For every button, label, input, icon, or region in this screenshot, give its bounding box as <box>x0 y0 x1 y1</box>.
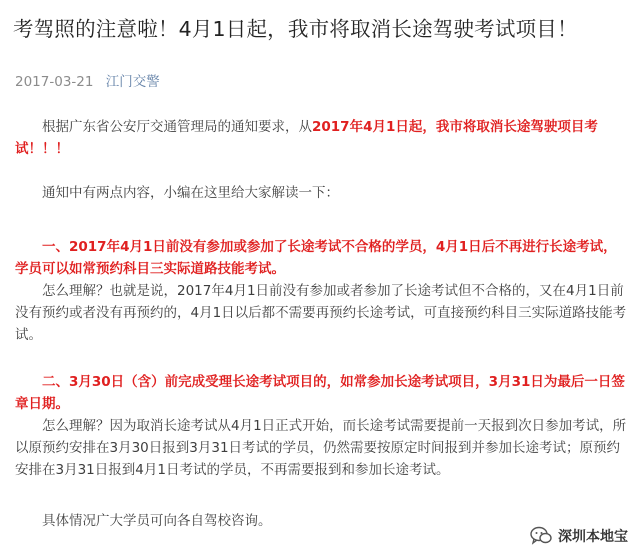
intro-highlight: 2017年4月1日起，我市将取消长途驾驶项目考试！！！ <box>15 119 598 157</box>
publish-date: 2017-03-21 <box>15 74 94 90</box>
point-2-heading: 二、3月30日（含）前完成受理长途考试项目的，如常参加长途考试项目，3月31日为最后一日签章日期。 <box>15 374 625 412</box>
point-2-explanation <box>15 415 627 481</box>
point-1-explanation-text: 怎么理解？也就是说，2017年4月1日前没有参加或者参加了长途考试但不合格的，又在4月1日前没有预约或者没有再预约的，4月1日以后都不需要再预约长途考试，可直接预约科目三实际道路技能考试。 <box>15 283 627 343</box>
point-1-heading: 一、2017年4月1日前没有参加或参加了长途考试不合格的学员，4月1日后不再进行长途考试，学员可以如常预约科目三实际道路技能考试。 <box>15 239 617 277</box>
explain-intro <box>15 182 627 204</box>
watermark-text: 深圳本地宝 <box>558 529 628 545</box>
watermark <box>530 526 628 546</box>
point-1-explanation <box>15 280 627 346</box>
closing-text: 具体情况广大学员可向各自驾校咨询。 <box>42 513 272 529</box>
wechat-icon <box>530 526 552 546</box>
point-2 <box>15 371 627 481</box>
explain-intro-text: 通知中有两点内容，小编在这里给大家解读一下： <box>42 185 339 201</box>
intro-paragraph <box>15 116 627 160</box>
author-link[interactable]: 江门交警 <box>105 74 160 90</box>
article-title: 考驾照的注意啦！4月1日起，我市将取消长途驾驶考试项目！ <box>13 17 578 41</box>
closing-paragraph <box>15 510 465 532</box>
point-1 <box>15 236 627 346</box>
intro-text: 根据广东省公安厅交通管理局的通知要求，从 <box>42 119 312 135</box>
article-meta <box>15 72 160 92</box>
point-2-explanation-text: 怎么理解？因为取消长途考试从4月1日正式开始，而长途考试需要提前一天报到次日参加考试，所以原预约安排在3月30日报到3月31日考试的学员，仍然需要按原定时间报到并参加长途考试；原预约安排在3月31日报到4月1日考试的学员，不再需要报到和参加长途考试。 <box>15 418 627 478</box>
